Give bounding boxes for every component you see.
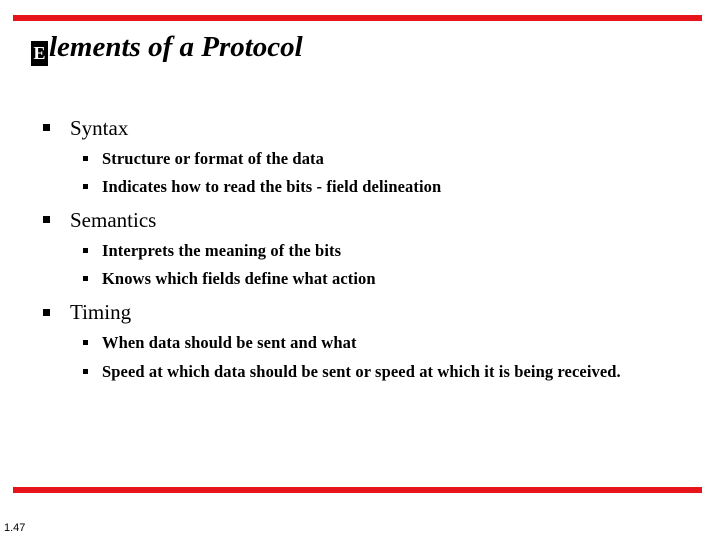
- list-item: Structure or format of the data: [102, 149, 324, 168]
- list-bullet: [83, 340, 88, 345]
- slide-number: 1.47: [4, 522, 26, 534]
- list-item: When data should be sent and what: [102, 333, 357, 352]
- section-heading-timing: Timing: [70, 300, 132, 324]
- section-heading-semantics: Semantics: [70, 208, 157, 232]
- missing-glyph-icon: E: [31, 41, 48, 66]
- list-item: Interprets the meaning of the bits: [102, 241, 342, 260]
- top-rule: [13, 15, 702, 21]
- slide-title: [31, 33, 303, 66]
- list-item: Knows which fields define what action: [102, 269, 376, 288]
- list-bullet: [83, 248, 88, 253]
- section-bullet-syntax: [43, 124, 50, 131]
- slide-title-text: lements of a Protocol: [49, 31, 303, 63]
- list-bullet: [83, 369, 88, 374]
- list-item: Indicates how to read the bits - field delineation: [102, 177, 442, 196]
- section-bullet-semantics: [43, 216, 50, 223]
- bottom-rule: [13, 487, 702, 493]
- list-item: Speed at which data should be sent or speed at which it is being received.: [102, 362, 621, 381]
- list-bullet: [83, 276, 88, 281]
- section-bullet-timing: [43, 309, 50, 316]
- list-bullet: [83, 156, 88, 161]
- list-bullet: [83, 184, 88, 189]
- section-heading-syntax: Syntax: [70, 116, 129, 140]
